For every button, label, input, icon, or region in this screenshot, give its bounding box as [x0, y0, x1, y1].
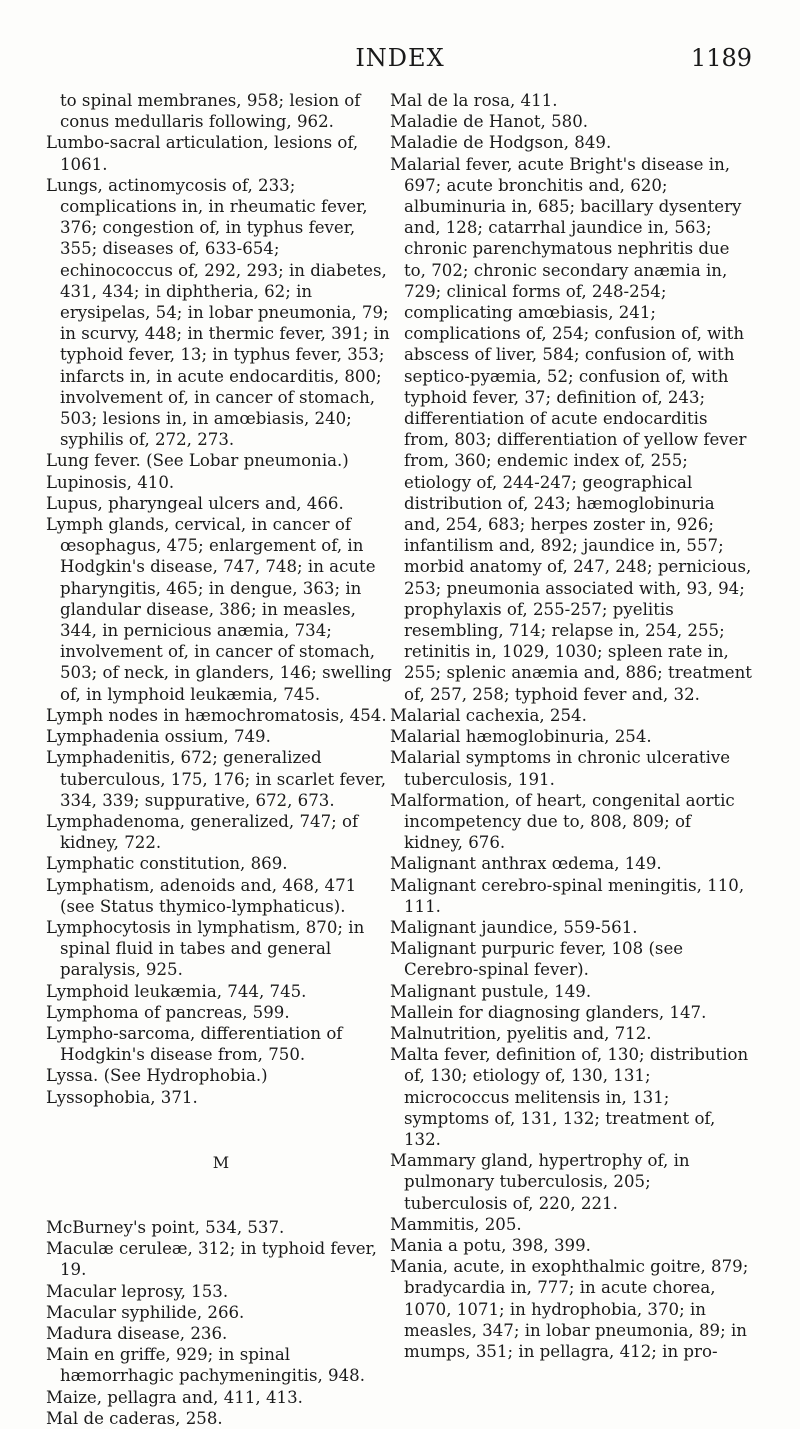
page-title: INDEX — [355, 44, 445, 72]
index-entry: Malnutrition, pyelitis and, 712. — [390, 1023, 652, 1043]
index-entry: Mallein for diagnosing glanders, 147. — [390, 1002, 707, 1022]
index-entry: Mal de la rosa, 411. — [390, 91, 558, 110]
index-entry: Lymphocytosis in lymphatism, 870; in spinal fluid in tabes and general paralysis, 925. — [46, 917, 365, 980]
index-entry: to spinal membranes, 958; lesion of conus medullaris following, 962. — [60, 91, 361, 132]
index-entry: Mania a potu, 398, 399. — [390, 1235, 591, 1255]
index-entry: Lymphadenitis, 672; generalized tuberculous, 175, 176; in scarlet fever, 334, 339; suppurative, 672, 673. — [46, 748, 387, 810]
index-entry: Maculæ ceruleæ, 312; in typhoid fever, 19. — [46, 1239, 377, 1280]
index-entry: Malarial fever, acute Bright's disease in, 697; acute bronchitis and, 620; albuminuria in, 685; bacillary dysentery and, 128; catarrhal jaundice in, 563; chronic parenchymatous nephritis due to, 702; chronic secondary anæmia in, 729; clinical forms of, 248-254; complicating amœbiasis, 241; complications of, 254; confusion of, with abscess of liver, 584; confusion of, with septico-pyæmia, 52; confusion of, with typhoid fever, 37; definition of, 243; differentiation of acute endocarditis from, 803; differentiation of yellow fever from, 360; endemic index of, 255; etiology of, 244-247; geographical distribution of, 243; hæmoglobinuria and, 254, 683; herpes zoster in, 926; infantilism and, 892; jaundice in, 557; morbid anatomy of, 247, 248; pernicious, 253; pneumonia associated with, 93, 94; prophylaxis of, 255-257; pyelitis resembling, 714; relapse in, 254, 255; retinitis in, 1029, 1030; spleen rate in, 255; splenic anæmia and, 886; treatment of, 257, 258; typhoid fever and, 32. — [390, 154, 752, 704]
index-entry: Madura disease, 236. — [46, 1323, 228, 1343]
index-entry: Lympho-sarcoma, differentiation of Hodgkin's disease from, 750. — [46, 1023, 343, 1065]
index-entry: Lymph glands, cervical, in cancer of œsophagus, 475; enlargement of, in Hodgkin's disease, 747, 748; in acute pharyngitis, 465; in dengue, 363; in glandular disease, 386; in measles, 344, in pernicious anæmia, 734; involvement of, in cancer of stomach, 503; of neck, in glanders, 146; swelling of, in lymphoid leukæmia, 745. — [46, 515, 392, 704]
right-column — [390, 90, 754, 1362]
index-entry: Mammitis, 205. — [390, 1214, 522, 1234]
index-entry: Malignant purpuric fever, 108 (see Cerebro-spinal fever). — [390, 939, 684, 980]
index-entry: Main en griffe, 929; in spinal hæmorrhagic pachymeningitis, 948. — [46, 1345, 365, 1386]
index-entry: McBurney's point, 534, 537. — [46, 1217, 285, 1237]
index-entry: Lung fever. (See Lobar pneumonia.) — [46, 451, 349, 471]
index-entry: Lymphadenoma, generalized, 747; of kidney, 722. — [46, 811, 359, 853]
index-entry: Macular syphilide, 266. — [46, 1302, 245, 1322]
index-entry: Lungs, actinomycosis of, 233; complications in, in rheumatic fever, 376; congestion of, in typhus fever, 355; diseases of, 633-654; echinococcus of, 292, 293; in diabetes, 431, 434; in diphtheria, 62; in erysipelas, 54; in lobar pneumonia, 79; in scurvy, 448; in thermic fever, 391; in typhoid fever, 13; in typhus fever, 353; infarcts in, in acute endocarditis, 800; involvement of, in cancer of stomach, 503; lesions in, in amœbiasis, 240; syphilis of, 272, 273. — [46, 175, 390, 450]
index-entry: Lymphadenia ossium, 749. — [46, 727, 271, 747]
index-entry: Lymphatism, adenoids and, 468, 471 (see Status thymico-lymphaticus). — [46, 875, 357, 916]
page-header — [0, 44, 800, 84]
index-entry: Lupinosis, 410. — [46, 472, 175, 492]
index-entry: Malignant cerebro-spinal meningitis, 110, 111. — [390, 875, 745, 916]
left-column — [46, 90, 396, 1429]
index-entry: Lymphoma of pancreas, 599. — [46, 1002, 290, 1022]
index-entry: Malarial symptoms in chronic ulcerative tuberculosis, 191. — [390, 748, 731, 789]
index-entry: Maize, pellagra and, 411, 413. — [46, 1387, 303, 1407]
index-entry: Mal de caderas, 258. — [46, 1408, 223, 1428]
index-entry: Lyssa. (See Hydrophobia.) — [46, 1066, 268, 1086]
index-entry: Malformation, of heart, congenital aortic incompetency due to, 808, 809; of kidney, 676. — [390, 790, 735, 853]
index-entry: Lymphatic constitution, 869. — [46, 854, 288, 874]
index-entry: Lumbo-sacral articulation, lesions of, 1061. — [46, 133, 359, 174]
index-entry: Malignant jaundice, 559-561. — [390, 917, 638, 937]
index-entry: Lupus, pharyngeal ulcers and, 466. — [46, 493, 344, 513]
index-entry: Malarial cachexia, 254. — [390, 705, 587, 725]
index-entry: Lyssophobia, 371. — [46, 1087, 198, 1107]
section-letter: M — [212, 1152, 230, 1172]
index-entry: Mammary gland, hypertrophy of, in pulmonary tuberculosis, 205; tuberculosis of, 220, 221. — [390, 1151, 690, 1213]
index-entry: Malta fever, definition of, 130; distribution of, 130; etiology of, 130, 131; micrococcus melitensis in, 131; symptoms of, 131, 132; treatment of, 132. — [390, 1045, 749, 1149]
index-entry: Malarial hæmoglobinuria, 254. — [390, 727, 652, 747]
index-entry: Maladie de Hodgson, 849. — [390, 133, 612, 153]
index-entry: Lymph nodes in hæmochromatosis, 454. — [46, 705, 387, 725]
index-entry: Lymphoid leukæmia, 744, 745. — [46, 981, 307, 1001]
page-number: 1189 — [690, 44, 752, 72]
index-entry: Mania, acute, in exophthalmic goitre, 879; bradycardia in, 777; in acute chorea, 1070, 1071; in hydrophobia, 370; in measles, 347; in lobar pneumonia, 89; in mumps, 351; in pellagra, 412; in pro- — [390, 1257, 749, 1361]
index-entry: Malignant pustule, 149. — [390, 981, 592, 1001]
index-entry: Macular leprosy, 153. — [46, 1281, 229, 1301]
index-entry: Malignant anthrax œdema, 149. — [390, 854, 662, 874]
index-entry: Maladie de Hanot, 580. — [390, 112, 589, 132]
